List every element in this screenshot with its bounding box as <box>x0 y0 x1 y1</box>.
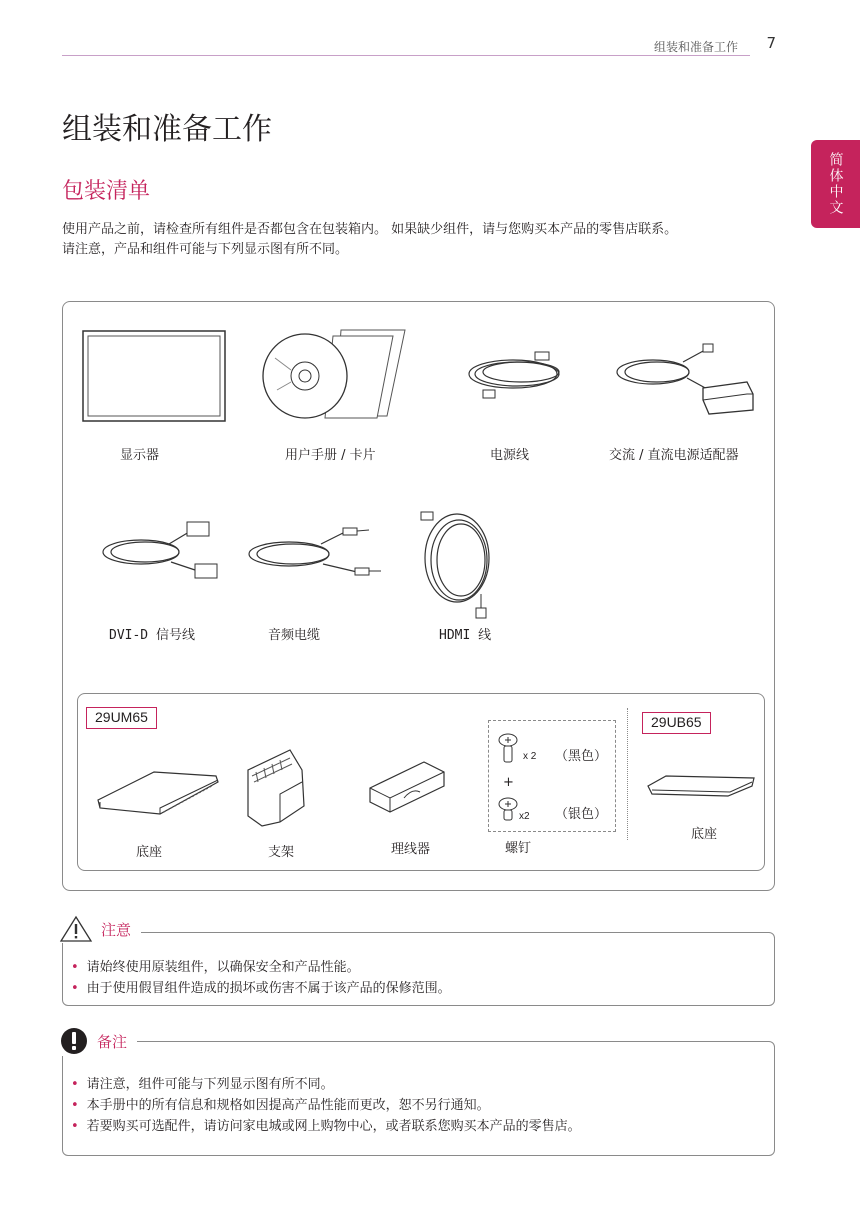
power-cord-illustration <box>463 342 573 404</box>
caution-title: 注意 <box>101 920 132 939</box>
black-screw-qty: x 2 <box>523 751 537 762</box>
base-29ub65-illustration <box>644 774 758 800</box>
dvi-cable-illustration <box>99 518 223 584</box>
base-29ub65-label: 底座 <box>691 827 718 842</box>
black-screw-color: （黑色） <box>555 749 608 764</box>
note-header <box>59 1026 137 1056</box>
intro-line: 请注意，产品和组件可能与下列显示图有所不同。 <box>62 242 349 257</box>
page-number: 7 <box>766 34 776 52</box>
screws-label: 螺钉 <box>505 841 532 856</box>
note-title: 备注 <box>97 1032 128 1051</box>
model-tag-29um65: 29UM65 <box>86 707 157 729</box>
screws-box <box>488 720 616 832</box>
base-illustration <box>94 768 220 820</box>
note-callout <box>62 1032 775 1156</box>
package-contents-box <box>62 301 775 891</box>
manual-card-label: 用户手册 / 卡片 <box>285 448 376 463</box>
page-title: 组装和准备工作 <box>62 112 272 147</box>
stand-illustration <box>240 746 312 830</box>
silver-screw-qty: x2 <box>519 811 530 822</box>
base-label: 底座 <box>136 845 163 860</box>
model-tag-29ub65: 29UB65 <box>642 712 711 734</box>
audio-cable-label: 音频电缆 <box>268 628 321 643</box>
silver-screw-icon <box>497 797 519 827</box>
running-header <box>62 34 778 56</box>
header-rule <box>62 55 750 56</box>
ac-dc-adapter-label: 交流 / 直流电源适配器 <box>609 448 739 463</box>
caution-callout <box>62 920 775 1006</box>
model-separator <box>627 708 628 840</box>
monitor-label: 显示器 <box>120 448 160 463</box>
caution-list <box>71 957 451 999</box>
warning-icon <box>59 915 93 943</box>
cable-holder-illustration <box>368 758 448 816</box>
list-item: • 请始终使用原装组件，以确保安全和产品性能。 <box>71 957 451 978</box>
ac-dc-adapter-illustration <box>613 336 763 416</box>
intro-line: 使用产品之前，请检查所有组件是否都包含在包装箱内。 如果缺少组件，请与您购买本产品的零售店联系。 <box>62 222 678 237</box>
list-item: • 若要购买可选配件，请访问家电城或网上购物中心，或者联系您购买本产品的零售店。 <box>71 1116 581 1137</box>
monitor-illustration <box>82 330 227 422</box>
info-exclamation-icon <box>59 1026 89 1056</box>
note-list <box>71 1074 581 1137</box>
list-item: • 本手册中的所有信息和规格如因提高产品性能而更改，恕不另行通知。 <box>71 1095 581 1116</box>
screw-plus: + <box>503 775 514 790</box>
intro-text <box>62 220 792 260</box>
hdmi-cable-label: HDMI 线 <box>439 628 492 643</box>
silver-screw-color: （银色） <box>555 807 608 822</box>
cable-holder-label: 理线器 <box>391 842 431 857</box>
dvi-cable-label: DVI-D 信号线 <box>109 628 195 643</box>
hdmi-cable-illustration <box>415 510 497 622</box>
language-tab[interactable]: 简体中文 <box>811 140 860 228</box>
audio-cable-illustration <box>245 524 385 582</box>
header-section-title: 组装和准备工作 <box>653 40 738 54</box>
section-title: 包装清单 <box>62 179 151 204</box>
caution-header <box>59 915 141 943</box>
power-cord-label: 电源线 <box>490 448 530 463</box>
stand-label: 支架 <box>268 845 295 860</box>
black-screw-icon <box>497 733 519 763</box>
manual-cd-illustration <box>261 328 409 420</box>
list-item: • 由于使用假冒组件造成的损坏或伤害不属于该产品的保修范围。 <box>71 978 451 999</box>
list-item: • 请注意，组件可能与下列显示图有所不同。 <box>71 1074 581 1095</box>
model-specific-box <box>77 693 765 871</box>
